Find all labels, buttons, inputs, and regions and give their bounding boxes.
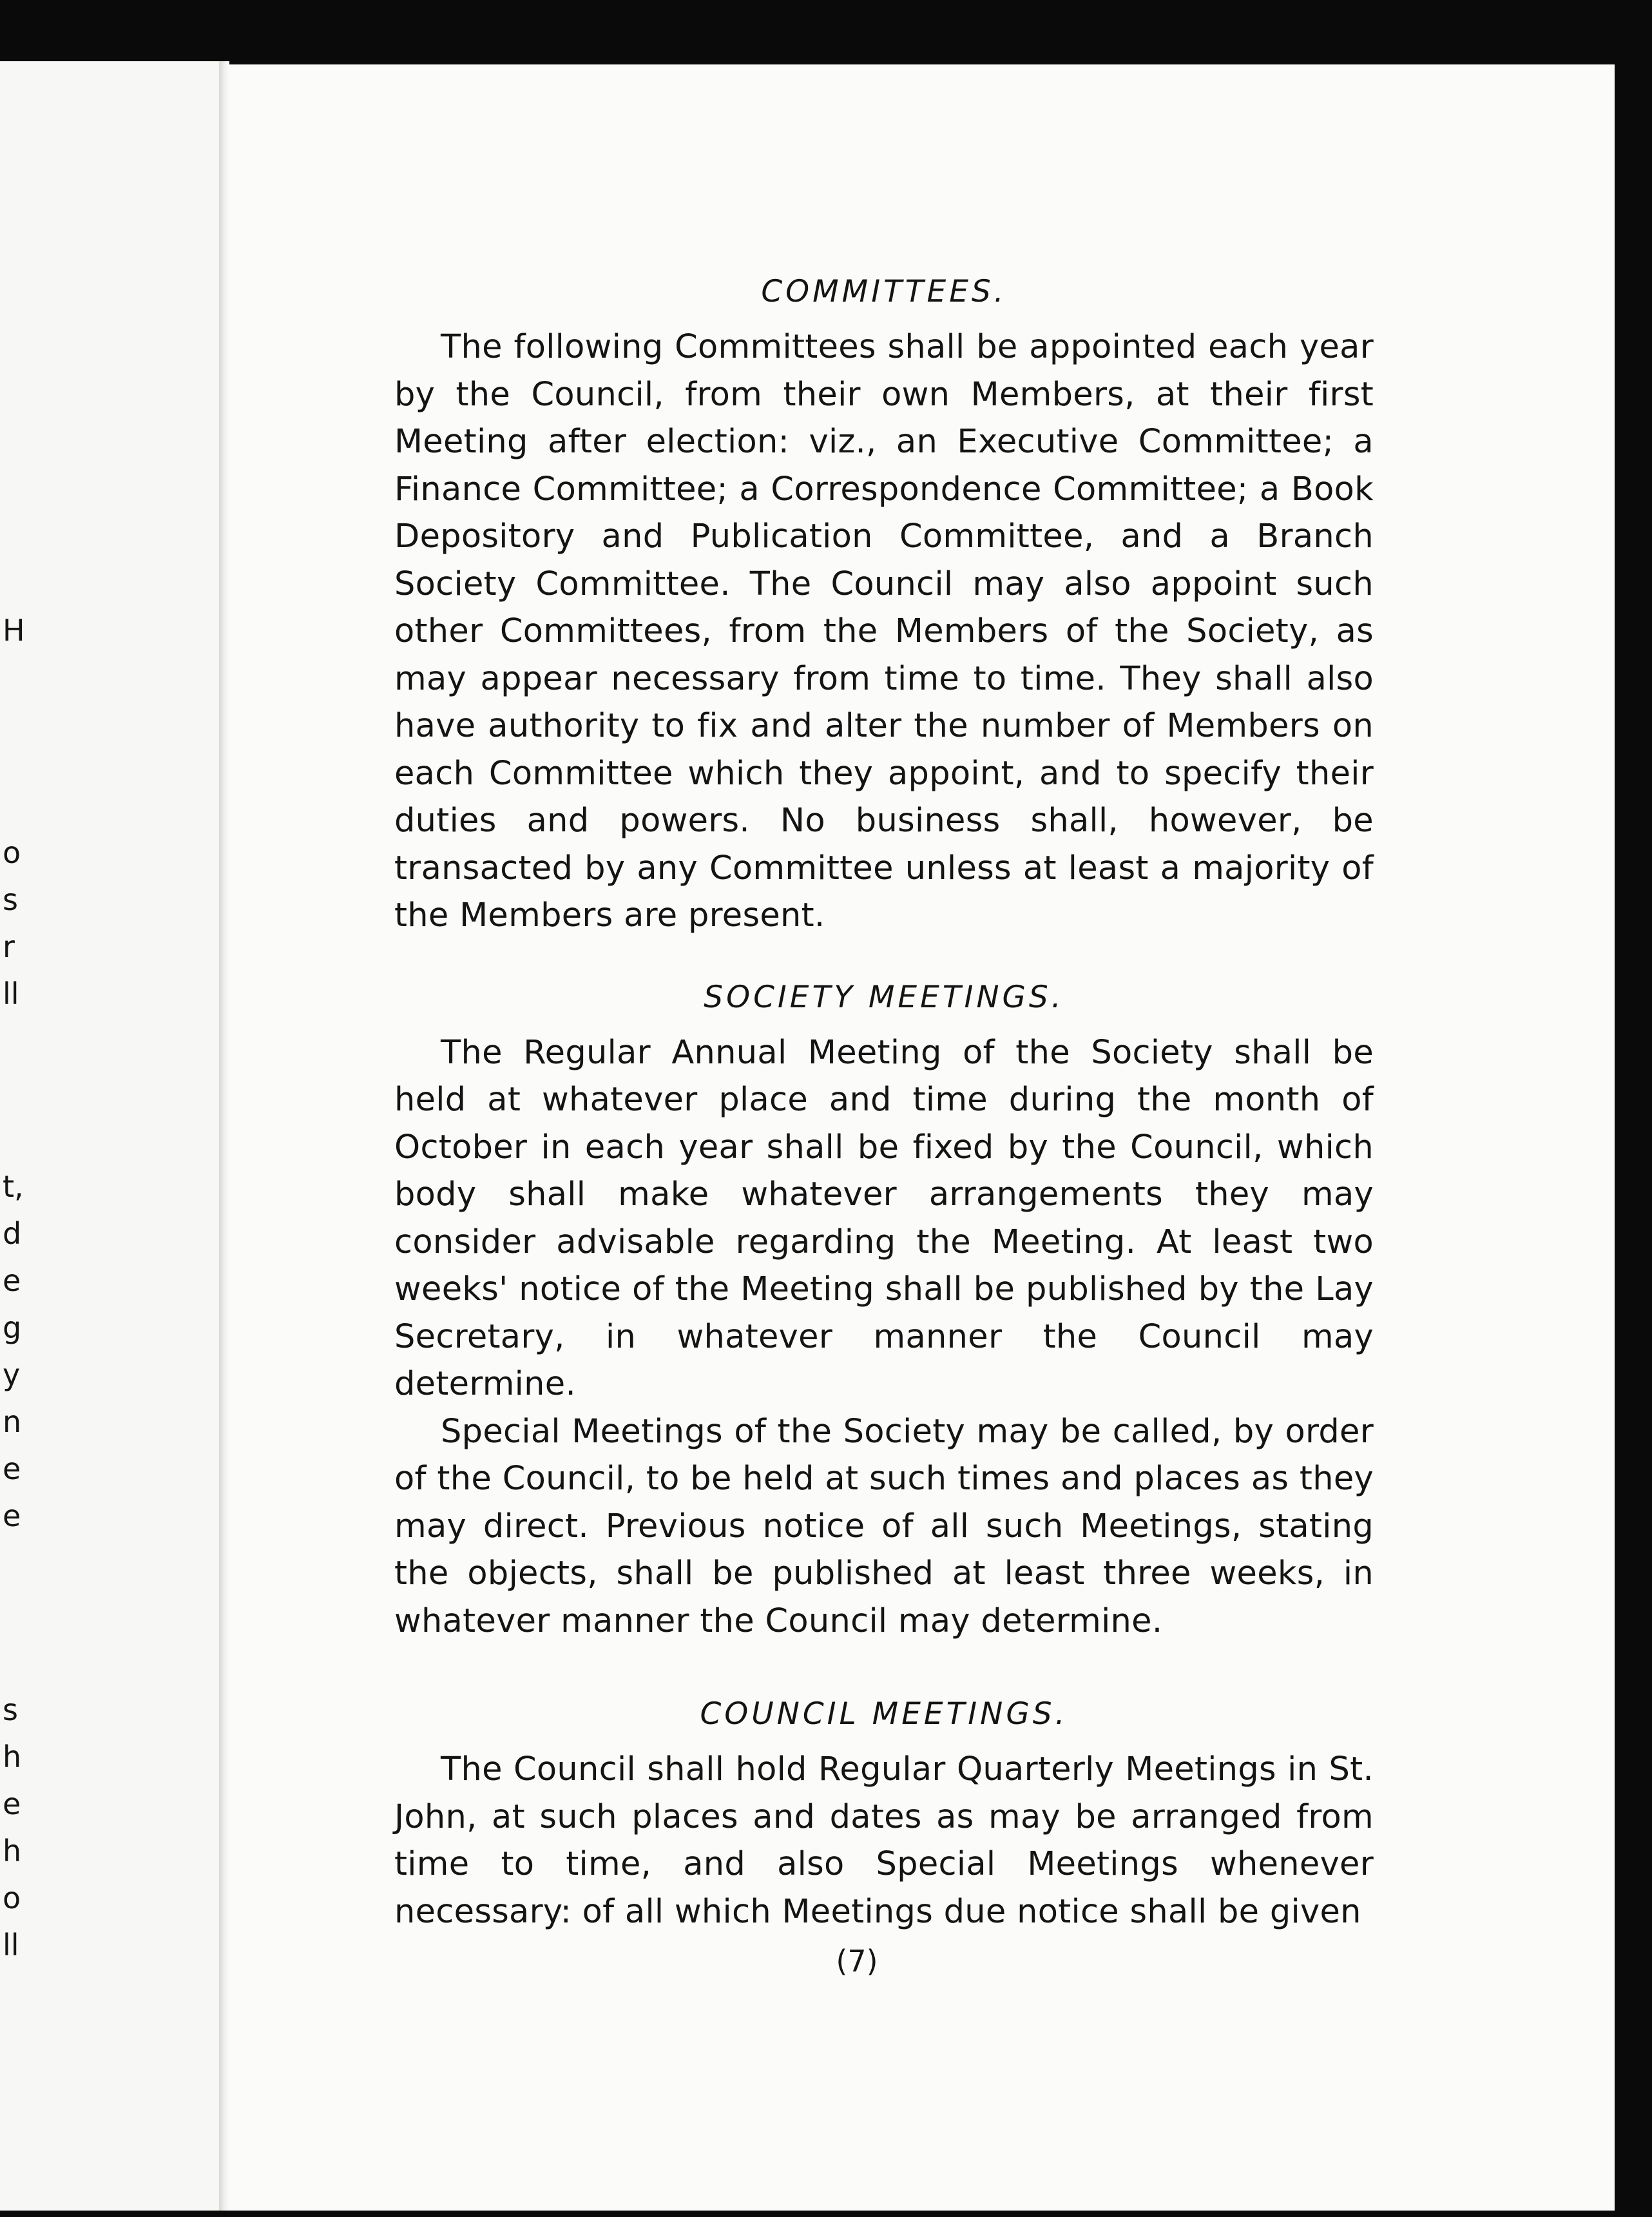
margin-letter: g xyxy=(3,1310,22,1345)
margin-letter: s xyxy=(3,1692,18,1727)
margin-letter: o xyxy=(3,835,21,870)
left-page-margin-text xyxy=(0,615,39,1969)
margin-letter: e xyxy=(3,1786,21,1821)
margin-letter: e xyxy=(3,1263,21,1298)
margin-letter: y xyxy=(3,1357,21,1392)
margin-letter: e xyxy=(3,1451,21,1486)
margin-letter: o xyxy=(3,1881,21,1915)
page-body xyxy=(394,274,1374,1935)
society-meetings-heading: SOCIETY MEETINGS. xyxy=(704,979,1064,1015)
book-gutter xyxy=(219,61,229,2211)
margin-letter: h xyxy=(3,1834,22,1868)
left-page xyxy=(0,61,219,2211)
margin-letter: d xyxy=(3,1216,22,1251)
margin-letter: n xyxy=(3,1404,22,1439)
margin-letter: s xyxy=(3,882,18,917)
council-meetings-heading: COUNCIL MEETINGS. xyxy=(700,1696,1068,1732)
council-meetings-paragraph: The Council shall hold Regular Quarterly Meetings in St. John, at such places and dates as may be arranged from time to time, and also Special Meetings whenever necessary: of all which Meetings due notice shall be given xyxy=(394,1750,1374,1931)
margin-letter: h xyxy=(3,1739,22,1774)
margin-letter: ll xyxy=(3,976,19,1011)
society-meetings-paragraph-1: The Regular Annual Meeting of the Society shall be held at whatever place and time during the month of October in each year shall be fixed by the Council, which body shall make whatever arrangements they may consider advisable regarding the Meeting. At least two weeks' notice of the Meeting shall be published by the Lay Secretary, in whatever manner the Council may determine. xyxy=(394,1033,1374,1403)
margin-letter: H xyxy=(3,613,25,648)
committees-paragraph: The following Committees shall be appointed each year by the Council, from their own Members, at their first Meeting after election: viz., an Executive Committee; a Finance Committee; a Correspondence Committee; a Book Depository and Publication Committee, and a Branch Society Committee. The Council may also appoint such other Committees, from the Members of the Society, as may appear necessary from time to time. They shall also have authority to fix and alter the number of Members on each Committee which they appoint, and to specify their duties and powers. No business shall, however, be transacted by any Committee unless at least a majority of the Members are present. xyxy=(394,328,1374,934)
margin-letter: r xyxy=(3,929,15,964)
margin-letter: ll xyxy=(3,1928,19,1962)
page-number: (7) xyxy=(836,1944,878,1979)
committees-heading: COMMITTEES. xyxy=(761,274,1007,309)
margin-letter: e xyxy=(3,1498,21,1533)
society-meetings-paragraph-2: Special Meetings of the Society may be called, by order of the Council, to be held at such times and places as they may direct. Previous notice of all such Meetings, stating the objects, shall be published at least three weeks, in whatever manner the Council may determine. xyxy=(394,1412,1374,1640)
margin-letter: t, xyxy=(3,1169,24,1204)
